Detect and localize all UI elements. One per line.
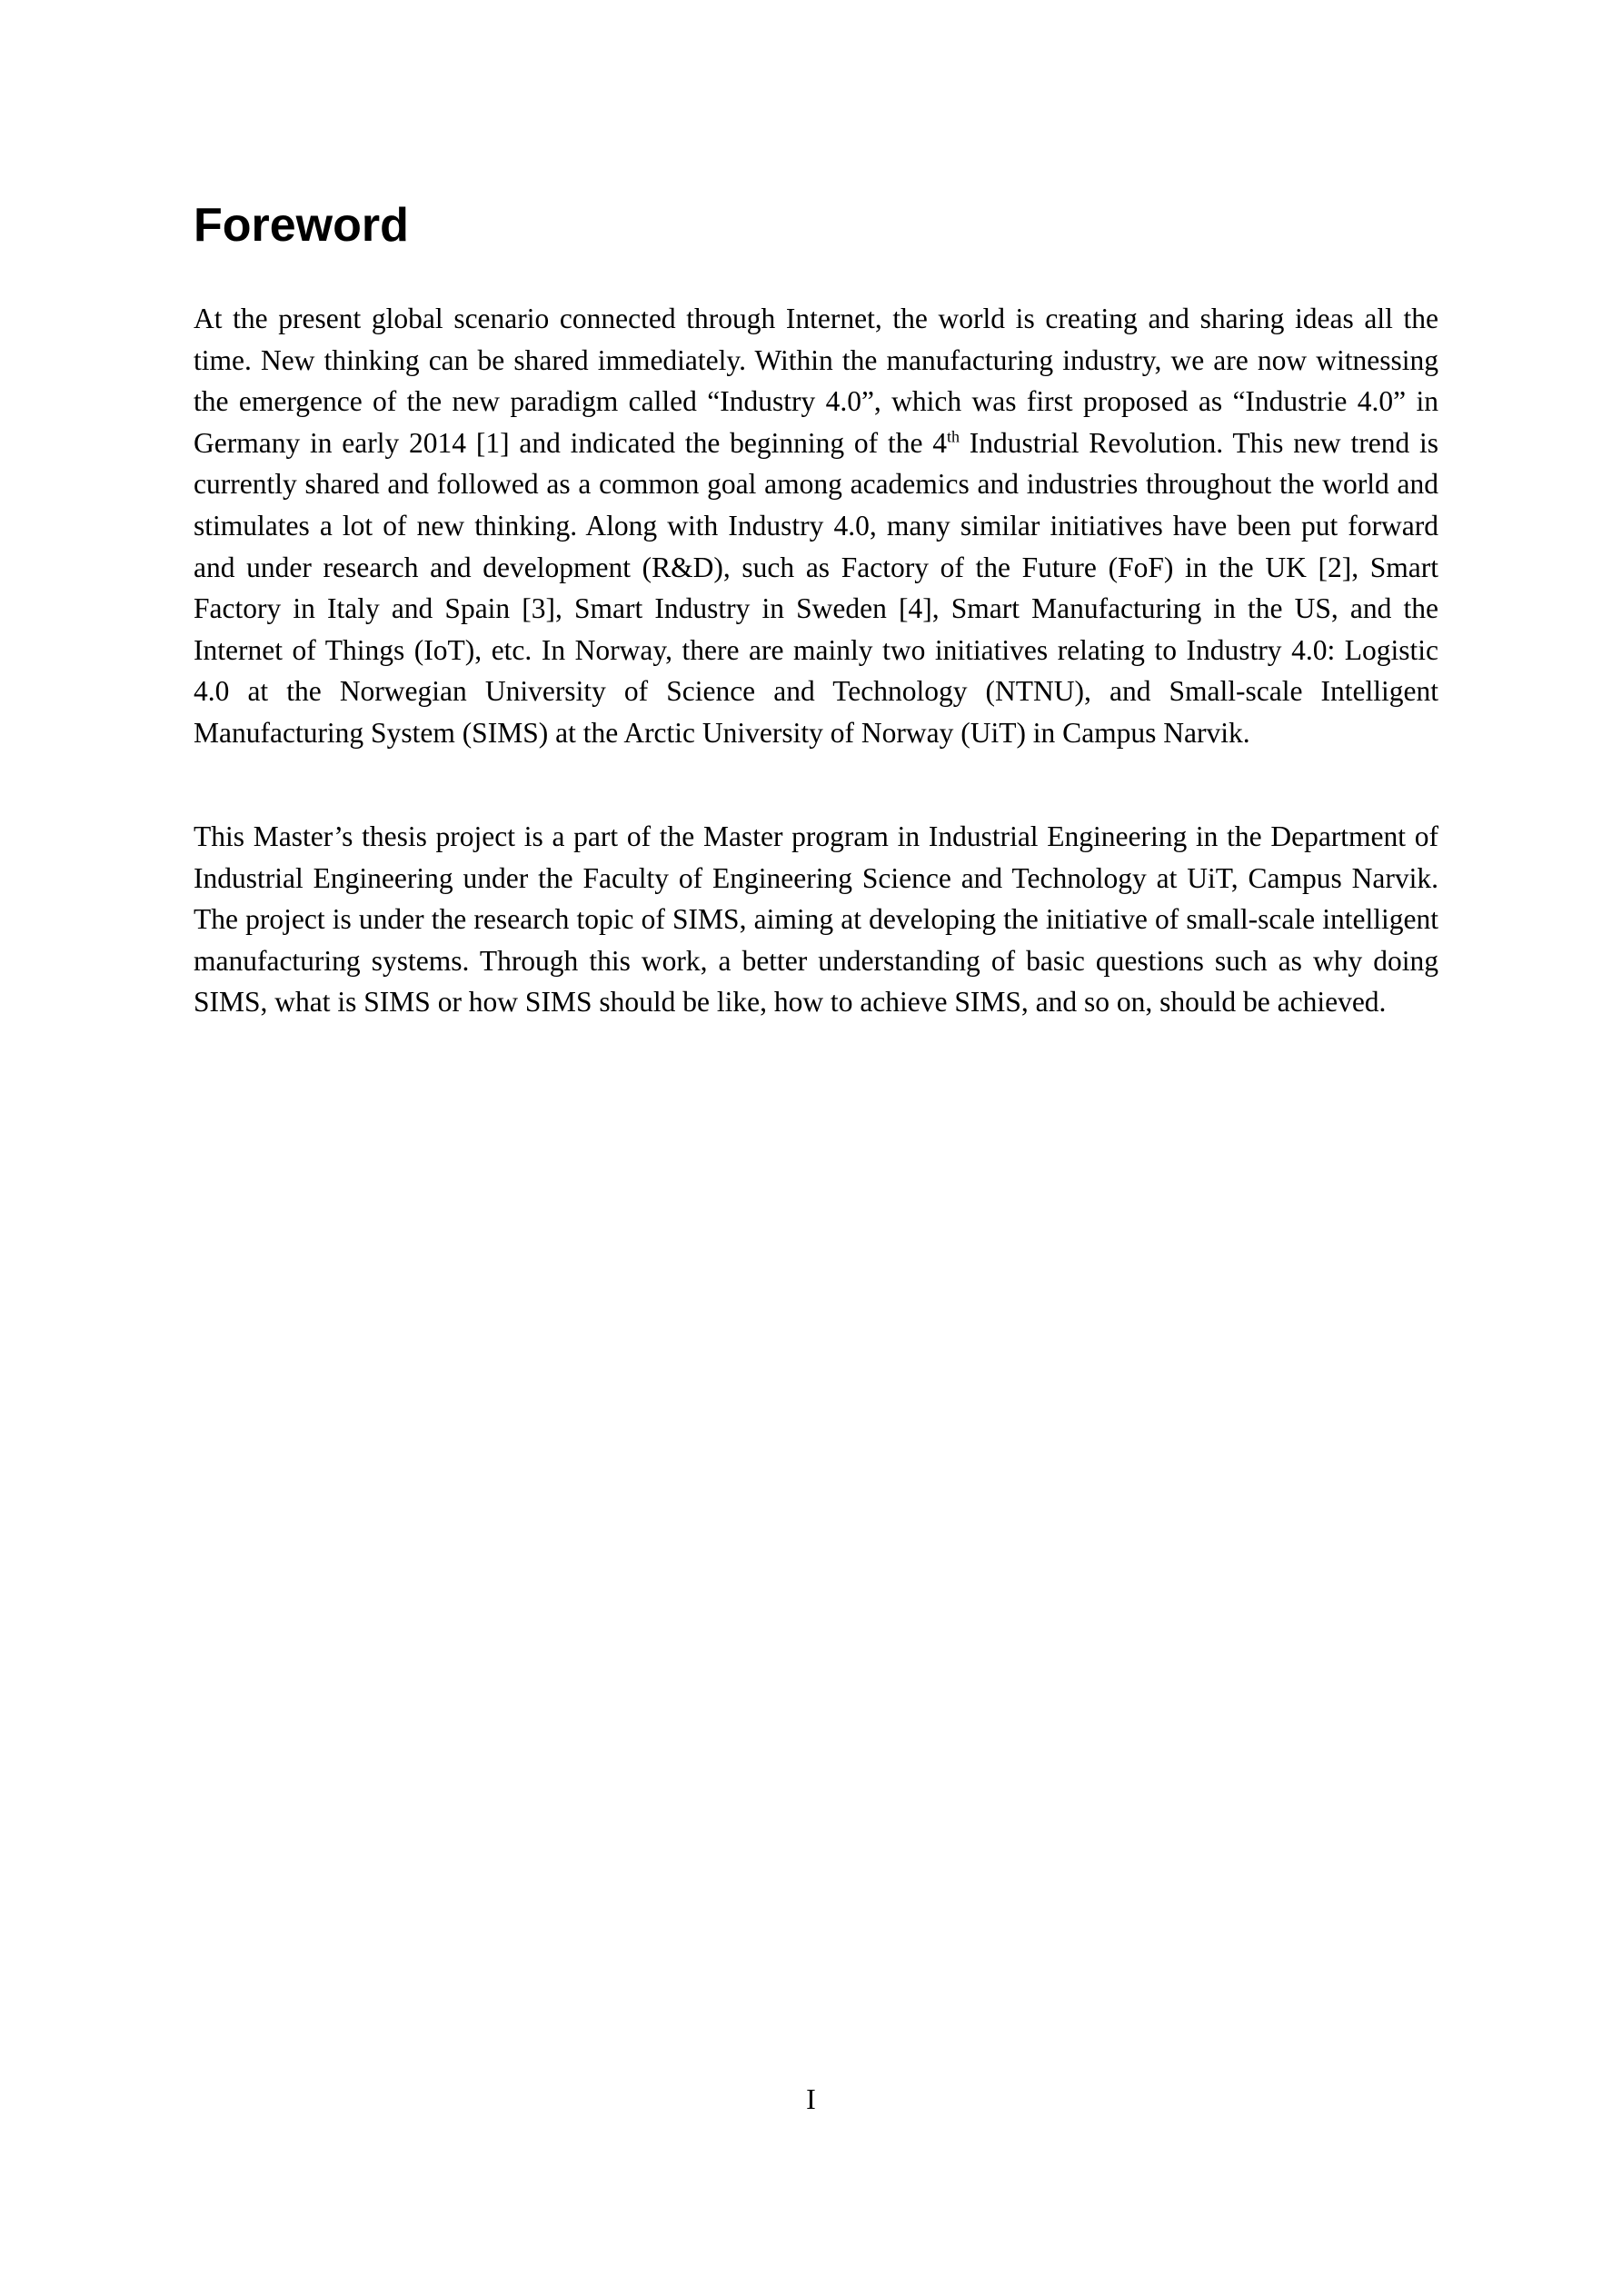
ordinal-superscript: th	[946, 427, 960, 446]
page-number: I	[806, 2082, 816, 2115]
page-heading: Foreword	[194, 199, 409, 252]
paragraph-1-text-start: At the present global scenario connected through Internet, the world is creating and sharing ideas all the time. New thinking can be shared immediately. Within the manufacturing industry, we are now witnessing the emergence of the new paradigm called “Industry 4.0”, which was first proposed as “Industrie 4.0” in Germany in early 2014 [1] and indicated the beginning of the 4	[194, 303, 1438, 459]
foreword-paragraph-2: This Master’s thesis project is a part of the Master program in Industrial Engineering in the Department of Industrial Engineering under the Faculty of Engineering Science and Technology at UiT, Campus Narvik. The project is under the research topic of SIMS, aiming at developing the initiative of small-scale intelligent manufacturing systems. Through this work, a better understanding of basic questions such as why doing SIMS, what is SIMS or how SIMS should be like, how to achieve SIMS, and so on, should be achieved.	[194, 820, 1438, 1019]
paragraph-1-text-end: Industrial Revolution. This new trend is currently shared and followed as a common goal among academics and industries throughout the world and stimulates a lot of new thinking. Along with Industry 4.0, many similar initiatives have been put forward and under research and development (R&D), such as Factory of the Future (FoF) in the UK [2], Smart Factory in Italy and Spain [3], Smart Industry in Sweden [4], Smart Manufacturing in the US, and the Internet of Things (IoT), etc. In Norway, there are mainly two initiatives relating to Industry 4.0: Logistic 4.0 at the Norwegian University of Science and Technology (NTNU), and Small-scale Intelligent Manufacturing System (SIMS) at the Arctic University of Norway (UiT) in Campus Narvik.	[194, 426, 1438, 749]
foreword-paragraph-1	[194, 298, 1438, 754]
